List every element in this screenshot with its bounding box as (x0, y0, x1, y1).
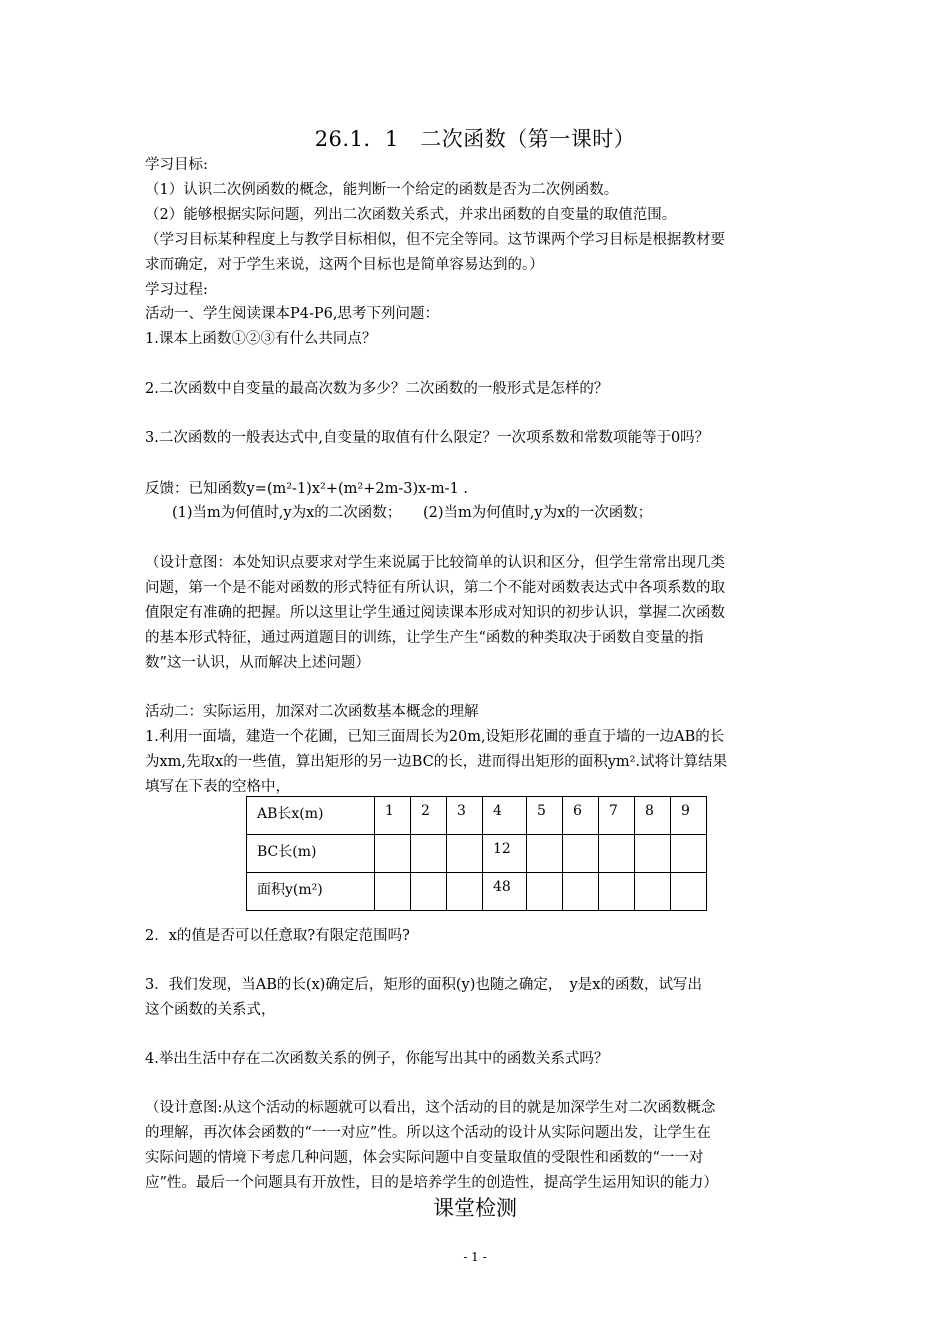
activity2-q1-line: 填写在下表的空格中， (145, 779, 290, 795)
table-cell: 48 (483, 873, 527, 911)
table-row (247, 797, 707, 835)
table-cell (375, 873, 411, 911)
table-row (247, 835, 707, 873)
activity2-q3-line: 3．我们发现，当AB的长(x)确定后，矩形的面积(y)也随之确定， y是x的函数，试写出 (145, 977, 702, 993)
question-2: 2.二次函数中自变量的最高次数为多少？二次函数的一般形式是怎样的？ (145, 381, 609, 397)
design-note-line: 的理解，再次体会函数的“一一对应”性。所以这个活动的设计从实际问题出发，让学生在 (145, 1125, 711, 1141)
activity2-heading: 活动二：实际运用，加深对二次函数基本概念的理解 (145, 704, 479, 720)
table-cell (599, 873, 635, 911)
design-note-line: 数”这一认识，从而解决上述问题） (145, 655, 370, 671)
table-cell (671, 835, 707, 873)
question-3: 3.二次函数的一般表达式中,自变量的取值有什么限定？一次项系数和常数项能等于0吗？ (145, 430, 710, 446)
design-note-line: 值限定有准确的把握。所以这里让学生通过阅读课本形成对知识的初步认识，掌握二次函数 (145, 605, 725, 621)
feedback-line: 反馈：已知函数y=(m²-1)x²+(m²+2m-3)x-m-1 . (145, 481, 469, 497)
table-header-cell: BC长(m) (247, 835, 375, 873)
goals-heading: 学习目标: (145, 157, 208, 173)
design-note-line: （设计意图：本处知识点要求对学生来说属于比较简单的认识和区分，但学生常常出现几类 (145, 555, 725, 571)
table-header-cell: AB长x(m) (247, 797, 375, 835)
table-cell (635, 873, 671, 911)
table-cell: 5 (527, 797, 563, 835)
table-cell (375, 835, 411, 873)
page-number: - 1 - (463, 1250, 487, 1264)
activity2-q3-line: 这个函数的关系式， (145, 1002, 276, 1018)
table-cell (599, 835, 635, 873)
activity2-q1-line: 1.利用一面墙，建造一个花圃，已知三面周长为20m,设矩形花圃的垂直于墙的一边AB的长 (145, 729, 725, 745)
table-cell: 4 (483, 797, 527, 835)
table-cell (527, 835, 563, 873)
table-cell: 3 (447, 797, 483, 835)
table-cell: 9 (671, 797, 707, 835)
table-cell: 1 (375, 797, 411, 835)
table-cell (447, 835, 483, 873)
table-cell (527, 873, 563, 911)
table-cell (411, 835, 447, 873)
design-note-line: 实际问题的情境下考虑几种问题，体会实际问题中自变量取值的受限性和函数的“一一对 (145, 1150, 704, 1166)
table-cell (447, 873, 483, 911)
table-cell: 12 (483, 835, 527, 873)
design-note-line: 的基本形式特征，通过两道题目的训练，让学生产生“函数的种类取决于函数自变量的指 (145, 630, 704, 646)
activity1-heading: 活动一、学生阅读课本P4-P6,思考下列问题： (145, 306, 439, 322)
data-table (246, 796, 707, 911)
feedback-parts: (1)当m为何值时,y为x的二次函数； (2)当m为何值时,y为x的一次函数； (172, 505, 653, 521)
table-row (247, 873, 707, 911)
page-title: 26.1．1 二次函数（第一课时） (314, 127, 636, 151)
table-cell (671, 873, 707, 911)
activity2-q2: 2．x的值是否可以任意取?有限定范围吗? (145, 928, 410, 944)
goals-note-line: 求而确定，对于学生来说，这两个目标也是简单容易达到的。） (145, 257, 544, 273)
table-cell: 7 (599, 797, 635, 835)
design-note-line: 问题，第一个是不能对函数的形式特征有所认识，第二个不能对函数表达式中各项系数的取 (145, 580, 725, 596)
goals-note-line: （学习目标某种程度上与教学目标相似，但不完全等同。这节课两个学习目标是根据教材要 (145, 232, 725, 248)
table-cell: 2 (411, 797, 447, 835)
table-cell: 6 (563, 797, 599, 835)
table-cell (563, 835, 599, 873)
activity2-q4: 4.举出生活中存在二次函数关系的例子，你能写出其中的函数关系式吗？ (145, 1051, 609, 1067)
table-cell: 8 (635, 797, 671, 835)
table-cell (411, 873, 447, 911)
section-heading: 课堂检测 (433, 1196, 517, 1220)
table-header-cell: 面积y(m²) (247, 873, 375, 911)
process-heading: 学习过程: (145, 282, 208, 298)
design-note-line: 应”性。最后一个问题具有开放性，目的是培养学生的创造性，提高学生运用知识的能力） (145, 1175, 718, 1191)
question-1: 1.课本上函数①②③有什么共同点？ (145, 331, 377, 347)
goal-item: （2）能够根据实际问题，列出二次函数关系式，并求出函数的自变量的取值范围。 (145, 207, 677, 223)
activity2-q1-line: 为xm,先取x的一些值，算出矩形的另一边BC的长，进而得出矩形的面积ym².试将计算结果 (145, 754, 728, 770)
goal-item: （1）认识二次例函数的概念，能判断一个给定的函数是否为二次例函数。 (145, 182, 619, 198)
table-cell (635, 835, 671, 873)
design-note-line: （设计意图:从这个活动的标题就可以看出，这个活动的目的就是加深学生对二次函数概念 (145, 1100, 716, 1116)
table-cell (563, 873, 599, 911)
